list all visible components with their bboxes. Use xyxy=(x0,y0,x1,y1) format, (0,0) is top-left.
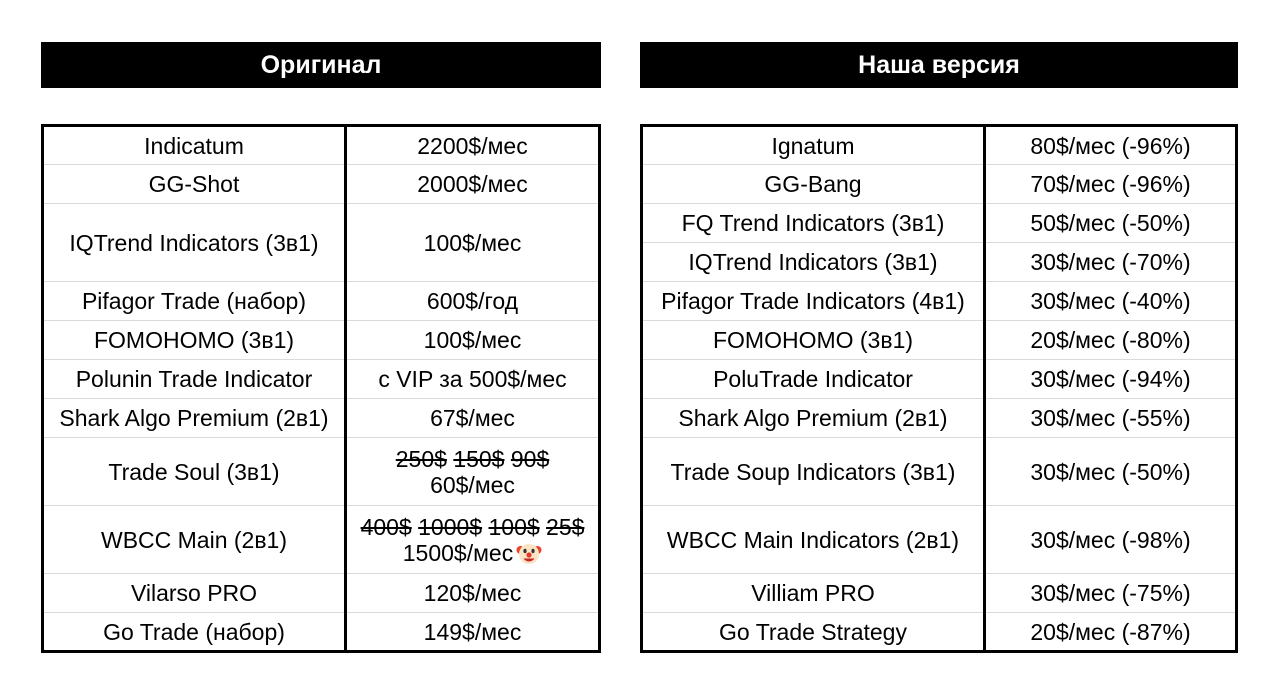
table-row xyxy=(43,126,600,165)
product-name: Vilarso PRO xyxy=(43,574,346,613)
table-row xyxy=(642,360,1237,399)
table-row xyxy=(642,204,1237,243)
product-price: 60$/мес xyxy=(430,471,515,498)
old-price: 400$ xyxy=(360,513,412,540)
product-name: Shark Algo Premium (2в1) xyxy=(642,399,985,438)
table-row xyxy=(642,438,1237,506)
product-name: Pifagor Trade Indicators (4в1) xyxy=(642,282,985,321)
product-price: 67$/мес xyxy=(346,399,600,438)
product-price: 600$/год xyxy=(346,282,600,321)
table-row xyxy=(642,506,1237,574)
product-price: 2000$/мес xyxy=(346,165,600,204)
product-price: 2200$/мес xyxy=(346,126,600,165)
table-row xyxy=(642,399,1237,438)
product-name: Pifagor Trade (набор) xyxy=(43,282,346,321)
old-price: 150$ xyxy=(453,445,505,472)
product-name: WBCC Main (2в1) xyxy=(43,506,346,574)
product-price: 120$/мес xyxy=(346,574,600,613)
our-version-header xyxy=(640,42,1238,88)
product-name: Villiam PRO xyxy=(642,574,985,613)
old-price: 90$ xyxy=(510,445,550,472)
product-price: 30$/мес (-55%) xyxy=(985,399,1237,438)
product-name: Polunin Trade Indicator xyxy=(43,360,346,399)
old-price: 25$ xyxy=(546,513,585,540)
product-price: 100$/мес xyxy=(346,204,600,282)
table-row xyxy=(43,204,600,282)
product-price: с VIP за 500$/мес xyxy=(346,360,600,399)
product-price-cell xyxy=(346,506,600,574)
product-price: 30$/мес (-40%) xyxy=(985,282,1237,321)
table-row xyxy=(43,613,600,652)
product-price: 50$/мес (-50%) xyxy=(985,204,1237,243)
product-name: Ignatum xyxy=(642,126,985,165)
table-row xyxy=(43,321,600,360)
table-row xyxy=(43,574,600,613)
product-name: WBCC Main Indicators (2в1) xyxy=(642,506,985,574)
product-price: 20$/мес (-87%) xyxy=(985,613,1237,652)
product-price: 149$/мес xyxy=(346,613,600,652)
product-name: Trade Soup Indicators (3в1) xyxy=(642,438,985,506)
product-name: PoluTrade Indicator xyxy=(642,360,985,399)
product-name: Shark Algo Premium (2в1) xyxy=(43,399,346,438)
product-name: Indicatum xyxy=(43,126,346,165)
table-row xyxy=(43,438,600,506)
product-name: Go Trade Strategy xyxy=(642,613,985,652)
product-price: 30$/мес (-98%) xyxy=(985,506,1237,574)
product-name: FOMOHOMO (3в1) xyxy=(642,321,985,360)
original-price-table xyxy=(41,124,601,653)
old-prices xyxy=(349,446,596,472)
product-name: Trade Soul (3в1) xyxy=(43,438,346,506)
product-name: IQTrend Indicators (3в1) xyxy=(43,204,346,282)
product-price: 80$/мес (-96%) xyxy=(985,126,1237,165)
product-name: FOMOHOMO (3в1) xyxy=(43,321,346,360)
original-title: Оригинал xyxy=(260,50,382,79)
table-row xyxy=(43,282,600,321)
table-row xyxy=(642,243,1237,282)
our-version-price-table xyxy=(640,124,1238,653)
product-name: IQTrend Indicators (3в1) xyxy=(642,243,985,282)
table-row xyxy=(642,126,1237,165)
product-name: Go Trade (набор) xyxy=(43,613,346,652)
clown-face-icon xyxy=(516,540,542,566)
table-row xyxy=(642,574,1237,613)
old-price: 1000$ xyxy=(418,513,483,540)
table-row xyxy=(43,399,600,438)
old-prices xyxy=(349,514,596,540)
product-price: 30$/мес (-70%) xyxy=(985,243,1237,282)
product-name: FQ Trend Indicators (3в1) xyxy=(642,204,985,243)
product-price: 1500$/мес xyxy=(402,539,514,566)
product-price-cell xyxy=(346,438,600,506)
product-price: 70$/мес (-96%) xyxy=(985,165,1237,204)
table-row xyxy=(43,506,600,574)
old-price: 250$ xyxy=(395,445,447,472)
product-price: 20$/мес (-80%) xyxy=(985,321,1237,360)
product-price: 100$/мес xyxy=(346,321,600,360)
old-price: 100$ xyxy=(488,513,540,540)
product-name: GG-Shot xyxy=(43,165,346,204)
table-row xyxy=(642,321,1237,360)
product-price: 30$/мес (-94%) xyxy=(985,360,1237,399)
original-header xyxy=(41,42,601,88)
table-row xyxy=(43,360,600,399)
our-version-title: Наша версия xyxy=(858,50,1020,79)
product-name: GG-Bang xyxy=(642,165,985,204)
table-row xyxy=(43,165,600,204)
product-price: 30$/мес (-75%) xyxy=(985,574,1237,613)
product-price: 30$/мес (-50%) xyxy=(985,438,1237,506)
table-row xyxy=(642,613,1237,652)
table-row xyxy=(642,165,1237,204)
table-row xyxy=(642,282,1237,321)
